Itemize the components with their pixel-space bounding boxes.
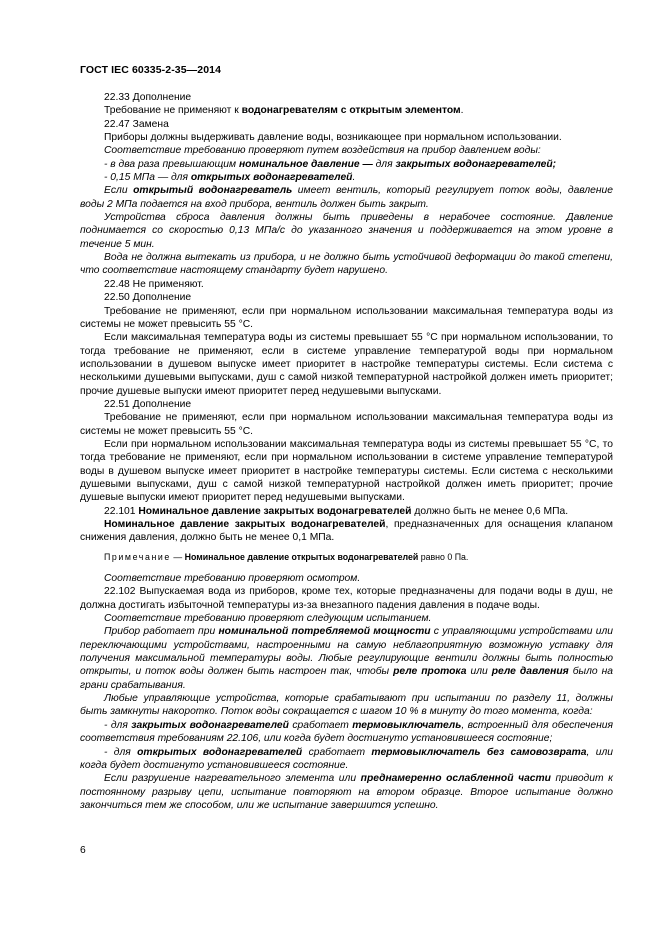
document-body	[80, 91, 613, 812]
paragraph	[80, 104, 613, 117]
bold-term: открытый водонагреватель	[133, 185, 293, 197]
bold-term: закрытых водонагревателей;	[395, 158, 557, 170]
bold-term: термовыключатель	[352, 719, 462, 731]
text-run: для	[372, 158, 396, 170]
text-run: Если при нормальном использовании максимальная температура воды из системы превышает 55 °С, то тогда требование не применяют, если при нормальном использовании в системе управление температурой воды в душевом выпуске имеет приоритет в настройке температуры системы. Если система с несколькими душевыми выпусками, душ с самой низкой температурной настройкой должен иметь приоритет; прочие душевые выпуски имеют приоритет перед недушевыми выпусками.	[80, 438, 613, 504]
paragraph	[80, 572, 613, 585]
note-paragraph	[80, 551, 613, 564]
paragraph	[80, 91, 613, 104]
text-run: 22.50 Дополнение	[104, 292, 192, 304]
text-run: Если разрушение нагревательного элемента или	[104, 773, 361, 785]
bold-term: номинальной потребляемой мощности	[218, 626, 431, 638]
paragraph	[80, 184, 613, 211]
text-run: должно быть не менее 0,6 МПа.	[411, 505, 569, 517]
paragraph	[80, 131, 613, 144]
text-run: равно 0 Па.	[418, 551, 469, 562]
text-run: 22.47 Замена	[104, 118, 169, 130]
text-run: Если	[104, 185, 134, 197]
paragraph	[80, 505, 613, 518]
paragraph	[80, 118, 613, 131]
paragraph	[80, 144, 613, 157]
text-run: .	[352, 172, 356, 184]
text-run: с управляющими устройствами или переключающими устройствами, настроенными на самую неблагоприятную возможную уставку для получения максимальной температуры воды. Любые регулирующие вентили должны быть полностью открыты, и поток воды должен быть настроен так, чтобы	[80, 626, 613, 678]
page-number: 6	[80, 845, 86, 856]
text-run: Соответствие требованию проверяют путем воздействия на прибор давлением воды:	[104, 145, 541, 157]
text-run: 22.102 Выпускаемая вода из приборов, кроме тех, которые предназначены для подачи воды в душ, не должна достигать избыточной температуры из-за внезапного падения давления в подаче воды.	[80, 586, 613, 611]
paragraph	[80, 692, 613, 719]
text-run: - 0,15 МПа — для	[104, 172, 191, 184]
paragraph	[80, 746, 613, 773]
paragraph	[80, 211, 613, 251]
text-run: , встроенный для обеспечения соответствия требованиям 22.106, или когда будет достигнуто установившееся состояние;	[80, 719, 614, 745]
standard-header: ГОСТ IEC 60335-2-35—2014	[80, 64, 222, 76]
bold-term: открытых водонагревателей	[137, 746, 303, 758]
text-run: Соответствие требованию проверяют осмотром.	[104, 573, 361, 585]
text-run: Устройства сброса давления должны быть приведены в нерабочее состояние. Давление поднимается со скоростью 0,13 МПа/с до указанного значения и поддерживается на этом уровне в течение 5 мин.	[80, 212, 613, 250]
bold-term: реле протока	[393, 666, 467, 678]
bold-term: термовыключатель без самовозврата	[371, 746, 587, 758]
paragraph	[80, 625, 613, 692]
text-run: или	[466, 666, 492, 678]
text-run: сработает	[288, 719, 353, 731]
text-run: - для	[104, 746, 138, 758]
text-run: Приборы должны выдерживать давление воды, возникающее при нормальном использовании.	[104, 132, 562, 144]
text-run: .	[460, 105, 464, 117]
paragraph	[80, 278, 613, 291]
text-run: 22.51 Дополнение	[104, 398, 192, 410]
bold-term: открытых водонагревателей	[190, 172, 353, 184]
paragraph	[80, 411, 613, 438]
paragraph	[80, 772, 613, 812]
text-run: 22.48 Не применяют.	[104, 278, 204, 290]
text-run: 22.33 Дополнение	[104, 92, 192, 103]
paragraph	[80, 158, 613, 171]
bold-term: Номинальное давление закрытых водонагревателей	[104, 519, 386, 530]
paragraph	[80, 305, 613, 332]
text-run: имеет вентиль, который регулирует поток воды, давление воды 2 МПа подается на вход прибора, вентиль должен быть закрыт.	[80, 185, 613, 210]
paragraph	[80, 518, 613, 545]
bold-term: Номинальное давление закрытых водонагревателей	[138, 505, 412, 517]
bold-term: Номинальное давление открытых водонагревателей	[184, 551, 419, 562]
paragraph	[80, 398, 613, 411]
text-run: Прибор работает при	[104, 626, 219, 638]
bold-term: реле давления	[491, 666, 569, 678]
text-run: - в два раза превышающим	[104, 158, 239, 170]
paragraph	[80, 719, 613, 746]
text-run: Соответствие требованию проверяют следующим испытанием.	[104, 613, 432, 625]
bold-term: водонагревателям с открытым элементом	[241, 105, 461, 117]
text-run: - для	[104, 719, 132, 731]
text-run: , предназначенных для оснащения клапаном снижения давления, должно быть не менее 0,1 МПа.	[80, 519, 614, 544]
text-run: Примечание	[104, 551, 171, 562]
text-run: —	[170, 551, 185, 562]
text-run: Любые управляющие устройства, которые срабатывают при испытании по разделу 11, должны быть замкнуты накоротко. Поток воды сокращается с шагом 10 % в минуту до того момента, когда:	[80, 693, 613, 718]
paragraph	[80, 585, 613, 612]
paragraph	[80, 438, 613, 505]
bold-term: преднамеренно ослабленной части	[360, 773, 551, 785]
text-run: Требование не применяют, если при нормальном использовании максимальная температура воды из системы не может превысить 55 °С.	[80, 412, 613, 437]
paragraph	[80, 612, 613, 625]
text-run: Вода не должна вытекать из прибора, и не должно быть устойчивой деформации до такой степени, что соответствие настоящему стандарту будет нарушено.	[80, 252, 613, 277]
paragraph	[80, 171, 613, 184]
text-run: Если максимальная температура воды из системы превышает 55 °С при нормальном использовании, то тогда требование не применяют, если в системе управление температурой воды при нормальном использовании в душевом выпуске имеет приоритет в настройке температуры системы. Если система с несколькими душевыми выпусками, душ с самой низкой температурной настройкой должен иметь приоритет; прочие душевые выпуски имеют приоритет перед недушевыми выпусками.	[80, 332, 613, 397]
text-run: 22.101	[104, 505, 139, 517]
bold-term: номинальное давление —	[238, 158, 373, 170]
text-run: Требование не применяют, если при нормальном использовании максимальная температура воды из системы не может превысить 55 °С.	[80, 305, 613, 330]
text-run: Требование не применяют к	[104, 105, 242, 117]
text-run: , или когда будет достигнуто установившееся состояние.	[80, 746, 613, 771]
bold-term: закрытых водонагревателей	[131, 719, 289, 731]
text-run: сработает	[302, 746, 372, 758]
text-run: было на грани срабатывания.	[80, 666, 613, 691]
paragraph	[80, 331, 613, 398]
text-run: приводит к постоянному разрыву цепи, испытание повторяют на втором образце. Второе испытание должно закончиться тем же способом, или же испытание завершится успешно.	[80, 773, 613, 811]
paragraph	[80, 291, 613, 304]
paragraph	[80, 251, 613, 278]
